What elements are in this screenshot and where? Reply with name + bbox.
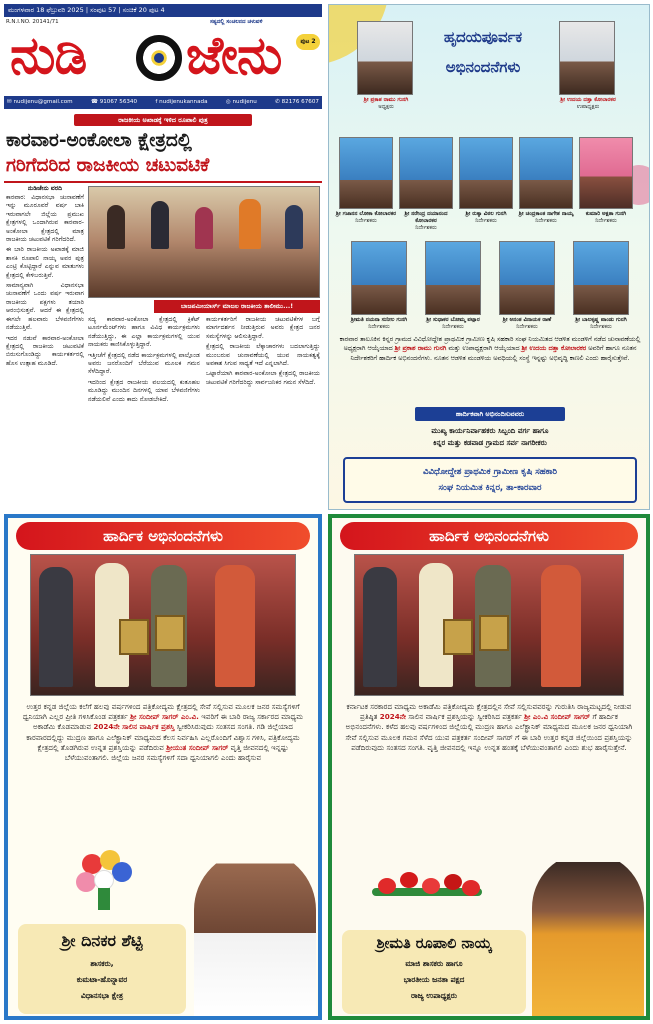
whatsapp-number[interactable]: 82176 67607	[281, 99, 319, 105]
ship-wheel-icon	[136, 35, 182, 81]
director-photo	[459, 137, 513, 209]
congratulation-ad-right	[328, 514, 650, 1020]
signatory-line1: ಶಾಸಕರು,	[90, 959, 114, 968]
from-line1: ಮುಖ್ಯ ಕಾರ್ಯನಿರ್ವಾಹಕರು ಸಿಬ್ಬಂದಿ ವರ್ಗ ಹಾಗೂ	[431, 426, 549, 435]
org-line1: ವಿವಿಧೋದ್ದೇಶ ಪ್ರಾಥಮಿಕ ಗ್ರಾಮೀಣ ಕೃಷಿ ಸಹಕಾರಿ	[423, 467, 557, 477]
lead-photo	[88, 186, 320, 298]
director-caption: ಶ್ರೀ ರುಕ್ಕಾ ವಿಠಲ ಗುನಗಿ ನಿರ್ದೇಶಕರು	[465, 211, 507, 224]
award-photo	[30, 554, 296, 696]
dateline-bar	[4, 4, 322, 17]
lead-column-1: ಕಾರವಾರ: ವಿಧಾನಸಭಾ ಚುನಾವಣೆಗೆ ಇನ್ನು ಮೂರೂವರೆ ವರ್ಷ ಬಾಕಿ ಇರುವಾಗಲೇ ಜಿಲ್ಲೆಯ ಪ್ರಮುಖ ಕ್ಷೇತ್ರಗಳಲ್ಲಿ ಒಂದಾಗಿರುವ ಕಾರವಾರ-ಅಂಕೋಲಾ ಕ್ಷೇತ್ರದಲ್ಲಿ ಮಾತ್ರ ರಾಜಕೀಯ ಚಟುವಟಿಕೆ ಗರಿಗೆದರಿದೆ. ಈ ಬಾರಿ ರಾಜಕೀಯ ಅಖಾಡಕ್ಕೆ ಮಾಜಿ ಶಾಸಕಿ ರೂಪಾಲಿ ನಾಯ್ಕ ಅವರ ಪುತ್ರ ಎಂಟ್ರಿ ಕೊಟ್ಟಿದ್ದಾರೆ ಎನ್ನುವ ಮಾತುಗಳು ಕ್ಷೇತ್ರದಲ್ಲಿ ಕೇಳಿಬರುತ್ತಿವೆ. ಸಾಮಾನ್ಯವಾಗಿ ವಿಧಾನಸಭಾ ಚುನಾವಣೆಗೆ ಒಂದು ವರ್ಷ ಇರುವಾಗ ರಾಜಕೀಯ ಪಕ್ಷಗಳು ತಯಾರಿ ಆರಂಭಿಸುತ್ತವೆ. ಆದರೆ ಈ ಕ್ಷೇತ್ರದಲ್ಲಿ ಈಗಲೇ ಹಲವಾರು ಬೆಳವಣಿಗೆಗಳು ನಡೆಯುತ್ತಿವೆ. ಇದರ ನಡುವೆ ಕಾರವಾರ-ಅಂಕೋಲಾ ಕ್ಷೇತ್ರದಲ್ಲಿ ರಾಜಕೀಯ ಚಟುವಟಿಕೆ ಬಿರುಸುಗೊಂಡಿದ್ದು ಕಾರ್ಯಕರ್ತರಲ್ಲಿ ಹೊಸ ಉತ್ಸಾಹ ಮೂಡಿದೆ.	[6, 194, 84, 367]
greeting-band: ಹಾರ್ದಿಕವಾಗಿ ಅಭಿನಂದಿಸುವವರು	[415, 407, 565, 421]
mla-portrait	[194, 850, 316, 1016]
signatory-line2: ಕುಮಟಾ-ಹೊನ್ನಾವರ	[76, 975, 128, 984]
headline-line1: ಕಾರವಾರ-ಅಂಕೋಲಾ ಕ್ಷೇತ್ರದಲ್ಲಿ	[6, 130, 192, 151]
director-photo	[425, 241, 481, 315]
director-photo	[579, 137, 633, 209]
lead-column-3: ಕಾರ್ಯಕರ್ತರಿಗೆ ರಾಜಕೀಯ ಚಟುವಟಿಕೆಗಳ ಬಗ್ಗೆ ಮಾರ್ಗದರ್ಶನ ನೀಡುತ್ತಿರುವ ಅವರು ಕ್ಷೇತ್ರದ ಜನರ ಸಮಸ್ಯೆಗಳನ್ನು ಆಲಿಸುತ್ತಿದ್ದಾರೆ. ಕ್ಷೇತ್ರದಲ್ಲಿ ರಾಜಕೀಯ ಲೆಕ್ಕಾಚಾರಗಳು ಬದಲಾಗುತ್ತಿದ್ದು ಮುಂಬರುವ ಚುನಾವಣೆಯಲ್ಲಿ ಯುವ ನಾಯಕತ್ವಕ್ಕೆ ಅವಕಾಶ ಸಿಗುವ ಸಾಧ್ಯತೆ ಇದೆ ಎನ್ನಲಾಗಿದೆ. ಒಟ್ಟಾರೆಯಾಗಿ ಕಾರವಾರ-ಅಂಕೋಲಾ ಕ್ಷೇತ್ರದಲ್ಲಿ ರಾಜಕೀಯ ಚಟುವಟಿಕೆ ಗರಿಗೆದರಿದ್ದು ಸಾರ್ವಜನಿಕರ ಗಮನ ಸೆಳೆದಿದೆ.	[206, 316, 320, 386]
title-left: ನುಡಿ	[10, 25, 87, 86]
director-photo	[519, 137, 573, 209]
contact-bar	[4, 96, 322, 109]
director-caption: ಶ್ರೀ ನರೇಂದ್ರ ದಯಾನಂದ ಕೋಲಾರಕರ ನಿರ್ದೇಶಕರು	[404, 211, 448, 231]
edition-badge: ಪುಟ 2	[296, 34, 320, 50]
whatsapp-icon: ✆	[275, 99, 280, 105]
lead-story	[4, 114, 322, 510]
facebook-icon: f	[155, 99, 158, 105]
flower-bouquet-icon	[72, 848, 136, 910]
former-mla-portrait	[532, 852, 644, 1016]
phone-icon: ☎	[90, 99, 98, 105]
ad3-heading: ಹಾರ್ದಿಕ ಅಭಿನಂದನೆಗಳು	[340, 522, 638, 550]
byline: ನುಡಿಜೇನು ವರದಿ	[27, 185, 63, 192]
vice-president-photo	[559, 21, 615, 95]
signatory-line3: ವಿಧಾನಸಭಾ ಕ್ಷೇತ್ರ	[80, 991, 124, 1000]
lead-rule	[4, 181, 322, 183]
instagram-icon: ◎	[225, 99, 231, 105]
vice-president-caption: ಶ್ರೀ ಉದಯ ದತ್ತಾ ಕೋಲಾರಕರ ಉಪಾಧ್ಯಕ್ಷರು	[560, 97, 616, 110]
signatory-name: ಶ್ರೀ ದಿನಕರ ಶೆಟ್ಟಿ	[61, 931, 143, 950]
director-photo	[399, 137, 453, 209]
director-photo	[351, 241, 407, 315]
lead-column-2: ಸದ್ಯ ಕಾರವಾರ-ಅಂಕೋಲಾ ಕ್ಷೇತ್ರದಲ್ಲಿ ಕ್ರಿಕೆಟ್ ಟೂರ್ನಮೆಂಟ್‌ಗಳು ಹಾಗೂ ವಿವಿಧ ಕಾರ್ಯಕ್ರಮಗಳು ನಡೆಯುತ್ತಿದ್ದು, ಈ ಎಲ್ಲಾ ಕಾರ್ಯಕ್ರಮಗಳಲ್ಲಿ ಯುವ ನಾಯಕರು ಕಾಣಿಸಿಕೊಳ್ಳುತ್ತಿದ್ದಾರೆ. ಇತ್ತೀಚೆಗೆ ಕ್ಷೇತ್ರದಲ್ಲಿ ನಡೆದ ಕಾರ್ಯಕ್ರಮಗಳಲ್ಲಿ ಪಾಲ್ಗೊಂಡ ಅವರು ಜನರೊಂದಿಗೆ ಬೆರೆಯುವ ಮೂಲಕ ಗಮನ ಸೆಳೆದಿದ್ದಾರೆ. ಇದರಿಂದ ಕ್ಷೇತ್ರದ ರಾಜಕೀಯ ವಲಯದಲ್ಲಿ ಕುತೂಹಲ ಮೂಡಿದ್ದು ಮುಂದಿನ ದಿನಗಳಲ್ಲಿ ಯಾವ ಬೆಳವಣಿಗೆಗಳು ನಡೆಯಲಿವೆ ಎಂದು ಕಾದು ನೋಡಬೇಕಿದೆ.	[88, 316, 200, 403]
ad2-body: ಉತ್ತರ ಕನ್ನಡ ಜಿಲ್ಲೆಯ ಕಲೆಗೆ ಹಲವು ವರ್ಷಗಳಿಂದ ಪತ್ರಿಕೋದ್ಯಮ ಕ್ಷೇತ್ರದಲ್ಲಿ ಸೇವೆ ಸಲ್ಲಿಸುವ ಮೂಲಕ ಜನರ ಸಮಸ್ಯೆಗಳಿಗೆ ಧ್ವನಿಯಾಗಿ ಎಲ್ಲರ ಪ್ರೀತಿ ಗಳಿಸಿಕೊಂಡ ಪತ್ರಕರ್ತ ಶ್ರೀ ಸಂದೀಪ್ ಸಾಗರ್ ಎಂ.ವಿ. ಇವರಿಗೆ ಈ ಬಾರಿ ರಾಜ್ಯ ಸರ್ಕಾರದ ಮಾಧ್ಯಮ ಅಕಾಡೆಮಿ ಕೊಡಮಾಡುವ 2024ನೇ ಸಾಲಿನ ವಾರ್ಷಿಕ ಪ್ರಶಸ್ತಿ ಸ್ವೀಕರಿಸಿರುವುದು ಸಂತಸದ ಸಂಗತಿ. ಗಡಿ ಜಿಲ್ಲೆಯಾದ ಕಾರವಾರದಲ್ಲಿದ್ದು ಮುದ್ರಣ ಹಾಗೂ ಎಲೆಕ್ಟ್ರಾನಿಕ್ ಮಾಧ್ಯಮದ ಕೆಲಸ ನಿರ್ವಹಿಸಿ ಎಲ್ಲರೊಂದಿಗೆ ವಿಶ್ವಾಸ ಗಳಿಸಿ, ಪತ್ರಿಕೋದ್ಯಮ ಕ್ಷೇತ್ರದಲ್ಲಿ ತೊಡಗಿರುವ ಉನ್ನತ ಪ್ರಶಸ್ತಿಯನ್ನು ಪಡೆದಿರುವ ಶ್ರೀಯುತ ಸಂದೀಪ್ ಸಾಗರ್ ವೃತ್ತಿ ಜೀವನದಲ್ಲಿ ಇನ್ನಷ್ಟು ಬೆಳೆಯುವಂತಾಗಲಿ. ಜಿಲ್ಲೆಯ ಜನರ ಸಮಸ್ಯೆಗಳಿಗೆ ಸದಾ ಧ್ವನಿಯಾಗಲಿ ಎಂದು ಹಾರೈಸುವ	[22, 702, 304, 763]
email-icon: ✉	[7, 99, 12, 105]
director-caption: ಶ್ರೀ ಗಜಾನನ ಲೋಕಾ ಕೋಲಾರಕರ ನಿರ್ದೇಶಕರು	[335, 211, 397, 224]
signatory-line1: ಮಾಜಿ ಶಾಸಕರು ಹಾಗೂ	[405, 959, 463, 968]
director-photo	[339, 137, 393, 209]
cooperative-greeting-ad	[328, 4, 650, 510]
director-photo	[573, 241, 629, 315]
rni-number: R.N.I.NO. 20141/71	[6, 19, 59, 25]
instagram-handle[interactable]: nudijenu	[232, 99, 257, 105]
director-caption: ಕುಮಾರಿ ಅಕ್ಷತಾ ಗುನಗಿ ನಿರ್ದೇಶಕರು	[585, 211, 627, 224]
flower-bouquet-icon	[372, 868, 482, 914]
headline-line2: ಗರಿಗೆದರಿದ ರಾಜಕೀಯ ಚಟುವಟಿಕೆ	[6, 155, 210, 176]
org-box	[343, 457, 637, 503]
dateline: ಮಂಗಳವಾರ 18 ಫೆಬ್ರುವರಿ 2025 | ಸಂಪುಟ 57 | ಸಂಚಿಕೆ 20 ಪುಟ 4	[8, 6, 165, 14]
director-photo	[499, 241, 555, 315]
director-caption: ಶ್ರೀ ಚಂದ್ರಕಾಂತ ನಾಗೇಶ ನಾಯ್ಕ ನಿರ್ದೇಶಕರು	[518, 211, 574, 224]
masthead	[4, 4, 322, 112]
ad3-body: ಕರ್ನಾಟಕ ಸರಕಾರದ ಮಾಧ್ಯಮ ಅಕಾಡೆಮಿ ಪತ್ರಿಕೋದ್ಯಮ ಕ್ಷೇತ್ರದಲ್ಲಿನ ಸೇವೆ ಸಲ್ಲಿಸುವವರನ್ನು ಗುರುತಿಸಿ ರಾಜ್ಯಮಟ್ಟದಲ್ಲಿ ನೀಡುವ ಪ್ರತಿಷ್ಠಿತ 2024ನೇ ಸಾಲಿನ ವಾರ್ಷಿಕ ಪ್ರಶಸ್ತಿಯನ್ನು ಸ್ವೀಕರಿಸಿದ ಪತ್ರಕರ್ತ ಶ್ರೀ ಎಂ.ವಿ ಸಂದೀಪ್ ಸಾಗರ್ ಗೆ ಹಾರ್ದಿಕ ಅಭಿನಂದನೆಗಳು. ಕಳೆದ ಹಲವು ವರ್ಷಗಳಿಂದ ಜಿಲ್ಲೆಯಲ್ಲಿ ಮುದ್ರಣ ಹಾಗೂ ಎಲೆಕ್ಟ್ರಾನಿಕ್ ಮಾಧ್ಯಮದ ಮೂಲಕ ಜನರ ಧ್ವನಿಯಾಗಿ ಸೇವೆ ಸಲ್ಲಿಸುವ ಮೂಲಕ ಗಮನ ಸೆಳೆದ ಯುವ ಪತ್ರಕರ್ತ ಸಂದೀಪ್ ಸಾಗರ್ ಗೆ ಈ ಬಾರಿ ಉತ್ತರ ಕನ್ನಡ ಜಿಲ್ಲೆಯಿಂದ ಪ್ರಶಸ್ತಿಯನ್ನು ಪಡೆದಿರುವುದು ಸಂತಸದ ಸಂಗತಿ. ವೃತ್ತಿ ಜೀವನದಲ್ಲಿ ಇನ್ನೂ ಉನ್ನತ ಹಂತಕ್ಕೆ ಬೆಳೆಯುವಂತಾಗಲಿ ಎಂದು ಶುಭ ಹಾರೈಸುತ್ತೇನೆ.	[345, 702, 633, 752]
director-caption: ಶ್ರೀ ಸುಧಾಕರ ಬೋಮ್ಮ ಪಟ್ಗಾರ ನಿರ್ದೇಶಕರು	[426, 317, 480, 330]
tagline: ಸತ್ಯದಲ್ಲಿ ಸಂಚಲನದ ಚಳುವಳಿ	[210, 19, 263, 25]
email[interactable]: nudijenu@gmail.com	[13, 99, 73, 105]
president-photo	[357, 21, 413, 95]
director-caption: ಶ್ರೀಮತಿ ನಯನಾ ಸುನೀಲ ಗುನಗಿ ನಿರ್ದೇಶಕರು	[350, 317, 408, 330]
award-photo	[354, 554, 624, 696]
photo-strap: ಬಾಜಪಮೀಯಾರ್ಸ್ ಮಾಜಲ ರಾಜಕೀಯ ತಾಲೀಮು...!	[154, 300, 320, 313]
signatory-name: ಶ್ರೀಮತಿ ರೂಪಾಲಿ ನಾಯ್ಕ	[376, 935, 492, 952]
ad2-heading: ಹಾರ್ದಿಕ ಅಭಿನಂದನೆಗಳು	[16, 522, 310, 550]
ad1-heading-line2: ಅಭಿನಂದನೆಗಳು	[445, 58, 521, 76]
signatory-line2: ಭಾರತೀಯ ಜನತಾ ಪಕ್ಷದ	[403, 975, 465, 984]
ad1-body: ಕಾರವಾರ ತಾಲೂಕಿನ ಕಿನ್ನರ ಗ್ರಾಮದ ವಿವಿಧೋದ್ದೇಶ ಪ್ರಾಥಮಿಕ ಗ್ರಾಮೀಣ ಕೃಷಿ ಸಹಕಾರಿ ಸಂಘ ನಿಯಮಿತದ ಆಡಳಿತ ಮಂಡಳಿಗೆ ನಡೆದ ಚುನಾವಣೆಯಲ್ಲಿ ಅಧ್ಯಕ್ಷರಾಗಿ ಆಯ್ಕೆಯಾದ ಶ್ರೀ ಪ್ರಕಾಶ ರಾಮು ಗುನಗಿ ಮತ್ತು ಉಪಾಧ್ಯಕ್ಷರಾಗಿ ಆಯ್ಕೆಯಾದ ಶ್ರೀ ಉದಯ ದತ್ತಾ ಕೋಲಾರಕರ ಅವರಿಗೆ ಹಾಗೂ ನೂತನ ನಿರ್ದೇಶಕರಿಗೆ ಹಾರ್ದಿಕ ಅಭಿನಂದನೆಗಳು. ನೂತನ ಆಡಳಿತ ಮಂಡಳಿಯ ಅವಧಿಯಲ್ಲಿ ಸಂಸ್ಥೆ ಇನ್ನಷ್ಟು ಅಭಿವೃದ್ಧಿ ಕಾಣಲಿ ಎಂದು ಹಾರೈಸುತ್ತೇವೆ.	[339, 335, 641, 362]
facebook-handle[interactable]: nudijenukannada	[159, 99, 208, 105]
ad1-heading-line1: ಹೃದಯಪೂರ್ವಕ	[443, 28, 523, 46]
sign-box	[18, 924, 186, 1014]
signatory-line3: ರಾಜ್ಯ ಉಪಾಧ್ಯಕ್ಷರು	[411, 991, 457, 1000]
director-caption: ಶ್ರೀ ಅನಂತ ವಿನಾಯಕ ರಾಣೆ ನಿರ್ದೇಶಕರು	[502, 317, 552, 330]
org-line2: ಸಂಘ ನಿಯಮಿತ ಕಿನ್ನರ, ತಾ-ಕಾರವಾರ	[438, 483, 542, 493]
director-caption: ಶ್ರೀ ಬಾಲಕೃಷ್ಣ ಪಾಂಡು ಗುನಗಿ ನಿರ್ದೇಶಕರು	[575, 317, 627, 330]
congratulation-ad-left	[4, 514, 322, 1020]
title-right: ಜೇನು	[186, 25, 282, 86]
from-line2: ಕಿನ್ನರ ಮತ್ತು ಕಡವಾಡ ಗ್ರಾಮದ ಸರ್ವ ನಾಗರೀಕರು	[433, 438, 547, 447]
kicker: ರಾಜಕೀಯ ಅಖಾಡಕ್ಕೆ ಇಳಿದ ರೂಪಾಲಿ ಪುತ್ರ	[74, 114, 252, 126]
president-caption: ಶ್ರೀ ಪ್ರಕಾಶ ರಾಮು ಗುನಗಿ ಅಧ್ಯಕ್ಷರು	[363, 97, 409, 110]
phone-number[interactable]: 91067 56340	[99, 99, 138, 105]
sign-box	[342, 930, 526, 1014]
